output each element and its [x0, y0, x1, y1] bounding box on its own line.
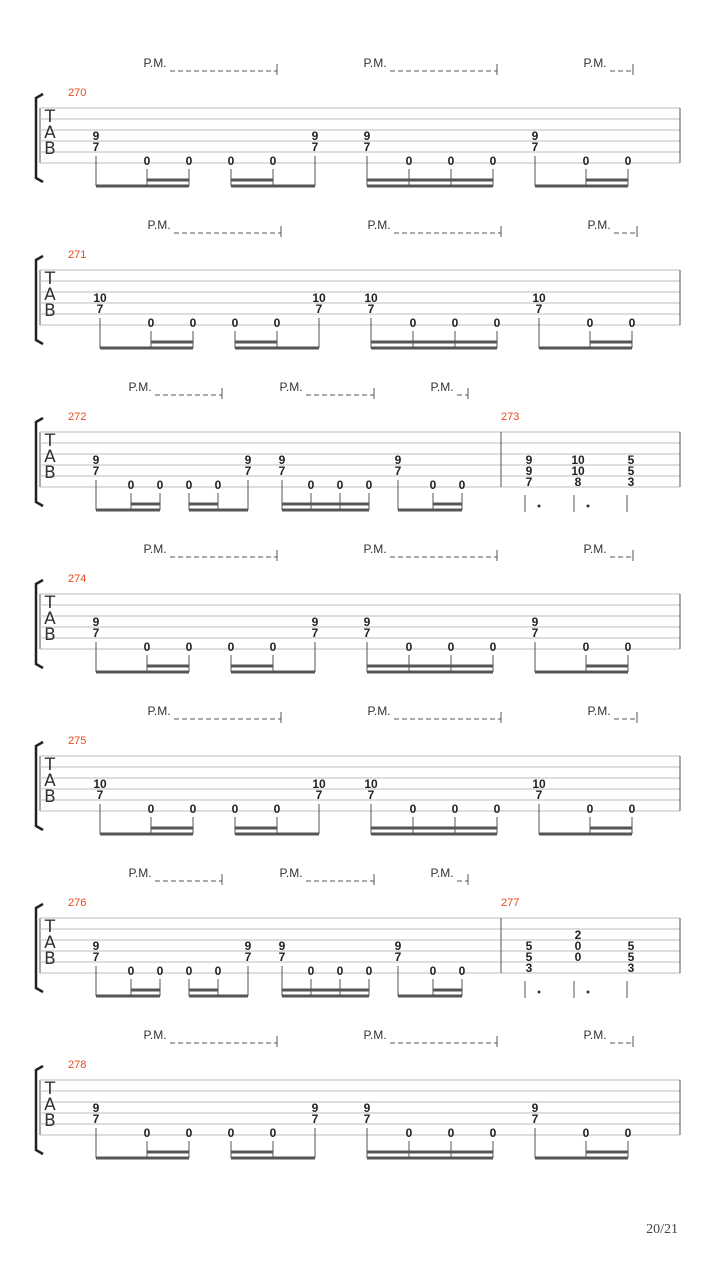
fret-number: 0	[147, 802, 155, 816]
tab-clef-letter-a: A	[44, 285, 56, 305]
fret-number: 7	[278, 464, 286, 478]
fret-number: 0	[624, 640, 632, 654]
palm-mute-label: P.M.	[143, 542, 167, 556]
fret-number: 9	[244, 939, 252, 953]
fret-number: 7	[367, 302, 375, 316]
fret-number: 9	[244, 453, 252, 467]
fret-number: 7	[531, 626, 539, 640]
fret-number: 0	[231, 316, 239, 330]
fret-number: 0	[493, 316, 501, 330]
rhythm-dot	[587, 991, 590, 994]
tab-system-0	[36, 56, 680, 186]
measure-number: 272	[68, 411, 87, 423]
fret-number: 0	[336, 964, 344, 978]
fret-number: 7	[92, 626, 100, 640]
fret-number: 0	[127, 478, 135, 492]
fret-number: 0	[574, 939, 582, 953]
fret-number: 8	[574, 475, 582, 489]
fret-number: 9	[531, 615, 539, 629]
palm-mute-label: P.M.	[279, 866, 303, 880]
fret-number: 7	[531, 1112, 539, 1126]
fret-number: 5	[627, 950, 635, 964]
fret-number: 2	[574, 928, 582, 942]
fret-number: 10	[312, 291, 326, 305]
tab-clef-letter-b: B	[44, 463, 56, 483]
measure-number: 270	[68, 87, 87, 99]
fret-number: 7	[92, 464, 100, 478]
fret-number: 7	[315, 302, 323, 316]
fret-number: 9	[92, 939, 100, 953]
fret-number: 9	[278, 939, 286, 953]
tab-system-4	[36, 704, 680, 834]
palm-mute-label: P.M.	[143, 1028, 167, 1042]
fret-number: 0	[405, 154, 413, 168]
fret-number: 0	[447, 154, 455, 168]
fret-number: 7	[278, 950, 286, 964]
fret-number: 0	[489, 154, 497, 168]
tab-clef-letter-b: B	[44, 625, 56, 645]
fret-number: 10	[312, 777, 326, 791]
fret-number: 3	[627, 475, 635, 489]
fret-number: 9	[92, 453, 100, 467]
fret-number: 9	[278, 453, 286, 467]
fret-number: 9	[363, 129, 371, 143]
fret-number: 0	[628, 316, 636, 330]
tab-clef-letter-a: A	[44, 1095, 56, 1115]
fret-number: 0	[405, 1126, 413, 1140]
fret-number: 9	[363, 1101, 371, 1115]
fret-number: 5	[627, 939, 635, 953]
fret-number: 0	[227, 640, 235, 654]
fret-number: 0	[365, 964, 373, 978]
fret-number: 7	[525, 475, 533, 489]
tab-clef-letter-t: T	[44, 107, 56, 127]
fret-number: 0	[365, 478, 373, 492]
palm-mute-label: P.M.	[147, 704, 171, 718]
tab-clef-letter-t: T	[44, 593, 56, 613]
palm-mute-label: P.M.	[587, 704, 611, 718]
fret-number: 0	[273, 316, 281, 330]
fret-number: 0	[574, 950, 582, 964]
fret-number: 0	[156, 964, 164, 978]
palm-mute-label: P.M.	[363, 1028, 387, 1042]
fret-number: 7	[92, 140, 100, 154]
fret-number: 0	[143, 154, 151, 168]
fret-number: 9	[92, 129, 100, 143]
fret-number: 0	[185, 478, 193, 492]
fret-number: 7	[96, 788, 104, 802]
fret-number: 9	[531, 129, 539, 143]
fret-number: 7	[535, 788, 543, 802]
fret-number: 7	[394, 464, 402, 478]
fret-number: 0	[429, 964, 437, 978]
palm-mute-label: P.M.	[430, 866, 454, 880]
measure-number: 273	[501, 411, 520, 423]
palm-mute-label: P.M.	[583, 56, 607, 70]
fret-number: 0	[336, 478, 344, 492]
fret-number: 0	[273, 802, 281, 816]
fret-number: 0	[143, 1126, 151, 1140]
fret-number: 9	[394, 939, 402, 953]
fret-number: 7	[92, 950, 100, 964]
fret-number: 0	[156, 478, 164, 492]
palm-mute-label: P.M.	[583, 1028, 607, 1042]
fret-number: 0	[227, 154, 235, 168]
fret-number: 7	[363, 140, 371, 154]
fret-number: 0	[409, 316, 417, 330]
fret-number: 0	[582, 154, 590, 168]
palm-mute-label: P.M.	[279, 380, 303, 394]
palm-mute-label: P.M.	[583, 542, 607, 556]
fret-number: 0	[214, 964, 222, 978]
fret-number: 0	[227, 1126, 235, 1140]
fret-number: 9	[525, 453, 533, 467]
fret-number: 7	[311, 140, 319, 154]
fret-number: 0	[269, 640, 277, 654]
fret-number: 0	[458, 964, 466, 978]
palm-mute-label: P.M.	[147, 218, 171, 232]
fret-number: 0	[628, 802, 636, 816]
tab-clef-letter-b: B	[44, 1111, 56, 1131]
measure-number: 278	[68, 1059, 87, 1071]
tab-system-1	[36, 218, 680, 348]
fret-number: 5	[627, 453, 635, 467]
fret-number: 0	[307, 478, 315, 492]
fret-number: 0	[409, 802, 417, 816]
palm-mute-label: P.M.	[587, 218, 611, 232]
fret-number: 0	[185, 1126, 193, 1140]
fret-number: 0	[624, 154, 632, 168]
fret-number: 3	[525, 961, 533, 975]
fret-number: 0	[405, 640, 413, 654]
fret-number: 0	[189, 316, 197, 330]
fret-number: 9	[311, 615, 319, 629]
tab-clef-letter-b: B	[44, 949, 56, 969]
tab-system-3	[36, 542, 680, 672]
fret-number: 0	[231, 802, 239, 816]
fret-number: 5	[627, 464, 635, 478]
fret-number: 9	[311, 1101, 319, 1115]
fret-number: 0	[586, 802, 594, 816]
fret-number: 10	[571, 464, 585, 478]
palm-mute-label: P.M.	[143, 56, 167, 70]
fret-number: 5	[525, 950, 533, 964]
palm-mute-label: P.M.	[363, 56, 387, 70]
fret-number: 0	[185, 154, 193, 168]
page-number: 20/21	[646, 1222, 678, 1237]
fret-number: 10	[532, 291, 546, 305]
fret-number: 0	[624, 1126, 632, 1140]
fret-number: 7	[363, 1112, 371, 1126]
fret-number: 0	[143, 640, 151, 654]
fret-number: 0	[582, 640, 590, 654]
tab-clef-letter-a: A	[44, 447, 56, 467]
fret-number: 0	[493, 802, 501, 816]
fret-number: 3	[627, 961, 635, 975]
rhythm-dot	[538, 505, 541, 508]
fret-number: 0	[185, 964, 193, 978]
fret-number: 7	[311, 626, 319, 640]
fret-number: 0	[269, 154, 277, 168]
fret-number: 0	[586, 316, 594, 330]
tab-clef-letter-b: B	[44, 787, 56, 807]
fret-number: 9	[394, 453, 402, 467]
fret-number: 0	[582, 1126, 590, 1140]
fret-number: 0	[214, 478, 222, 492]
palm-mute-label: P.M.	[430, 380, 454, 394]
tab-clef-letter-a: A	[44, 123, 56, 143]
rhythm-dot	[538, 991, 541, 994]
tab-clef-letter-b: B	[44, 139, 56, 159]
palm-mute-label: P.M.	[367, 218, 391, 232]
fret-number: 0	[185, 640, 193, 654]
tab-system-2	[36, 380, 680, 512]
fret-number: 0	[458, 478, 466, 492]
rhythm-dot	[587, 505, 590, 508]
measure-number: 277	[501, 897, 520, 909]
fret-number: 0	[489, 1126, 497, 1140]
fret-number: 7	[367, 788, 375, 802]
measure-number: 275	[68, 735, 87, 747]
tab-system-5	[36, 866, 680, 998]
palm-mute-label: P.M.	[128, 380, 152, 394]
fret-number: 7	[315, 788, 323, 802]
fret-number: 0	[269, 1126, 277, 1140]
tab-system-6	[36, 1028, 680, 1158]
fret-number: 7	[96, 302, 104, 316]
tab-clef-letter-t: T	[44, 755, 56, 775]
fret-number: 9	[92, 615, 100, 629]
fret-number: 10	[571, 453, 585, 467]
measure-number: 276	[68, 897, 87, 909]
fret-number: 9	[531, 1101, 539, 1115]
fret-number: 9	[525, 464, 533, 478]
measure-number: 274	[68, 573, 87, 585]
palm-mute-label: P.M.	[128, 866, 152, 880]
fret-number: 0	[447, 640, 455, 654]
fret-number: 0	[147, 316, 155, 330]
fret-number: 9	[363, 615, 371, 629]
fret-number: 0	[189, 802, 197, 816]
palm-mute-label: P.M.	[363, 542, 387, 556]
fret-number: 5	[525, 939, 533, 953]
fret-number: 7	[244, 950, 252, 964]
fret-number: 7	[244, 464, 252, 478]
fret-number: 0	[127, 964, 135, 978]
palm-mute-label: P.M.	[367, 704, 391, 718]
fret-number: 0	[451, 316, 459, 330]
fret-number: 9	[311, 129, 319, 143]
fret-number: 10	[93, 291, 107, 305]
fret-number: 0	[489, 640, 497, 654]
measure-number: 271	[68, 249, 87, 261]
fret-number: 7	[394, 950, 402, 964]
tab-clef-letter-t: T	[44, 1079, 56, 1099]
fret-number: 9	[92, 1101, 100, 1115]
fret-number: 7	[531, 140, 539, 154]
fret-number: 7	[535, 302, 543, 316]
fret-number: 0	[447, 1126, 455, 1140]
fret-number: 0	[307, 964, 315, 978]
tab-clef-letter-b: B	[44, 301, 56, 321]
fret-number: 10	[364, 291, 378, 305]
tab-clef-letter-a: A	[44, 609, 56, 629]
fret-number: 10	[532, 777, 546, 791]
fret-number: 7	[92, 1112, 100, 1126]
fret-number: 7	[363, 626, 371, 640]
fret-number: 10	[364, 777, 378, 791]
tab-clef-letter-a: A	[44, 933, 56, 953]
tab-clef-letter-t: T	[44, 917, 56, 937]
tab-clef-letter-a: A	[44, 771, 56, 791]
fret-number: 0	[429, 478, 437, 492]
fret-number: 10	[93, 777, 107, 791]
fret-number: 0	[451, 802, 459, 816]
tab-clef-letter-t: T	[44, 431, 56, 451]
tab-clef-letter-t: T	[44, 269, 56, 289]
fret-number: 7	[311, 1112, 319, 1126]
